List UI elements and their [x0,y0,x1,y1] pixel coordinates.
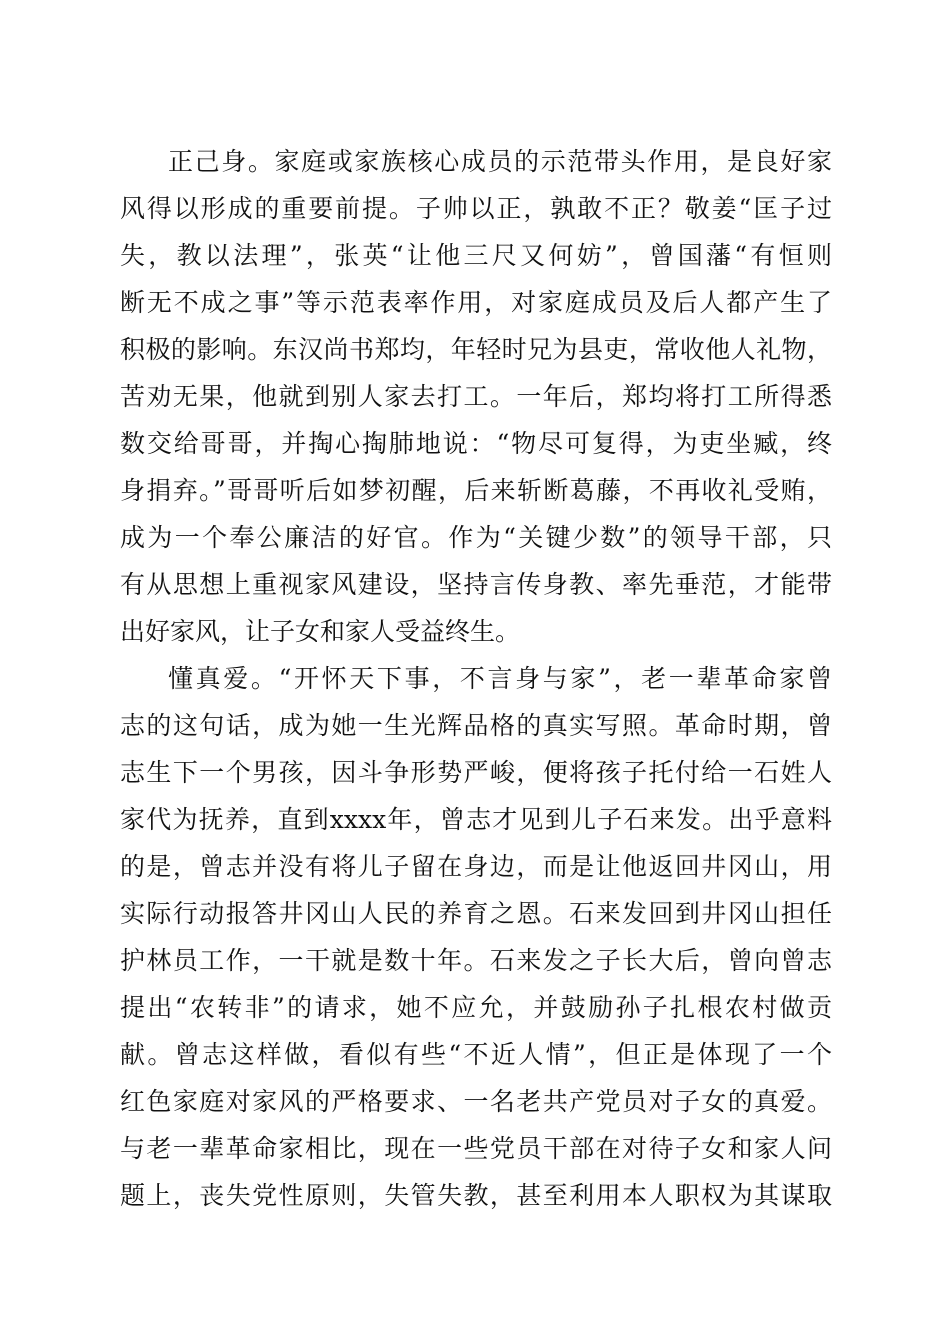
paragraph-line: 失，教以法理”，张英“让他三尺又何妨”，曾国藩“有恒则 [120,241,832,270]
paragraph-line: 护林员工作，一干就是数十年。石来发之子长大后，曾向曾志 [120,946,832,975]
paragraph-line: 与老一辈革命家相比，现在一些党员干部在对待子女和家人问 [120,1134,832,1163]
paragraph-line: 风得以形成的重要前提。子帅以正，孰敢不正？敬姜“匡子过 [120,194,832,223]
paragraph-line: 苦劝无果，他就到别人家去打工。一年后，郑均将打工所得悉 [120,382,832,411]
document-body [120,138,832,1219]
paragraph-line: 题上，丧失党性原则，失管失教，甚至利用本人职权为其谋取 [120,1181,832,1210]
paragraph-line: 的是，曾志并没有将儿子留在身边，而是让他返回井冈山，用 [120,852,832,881]
paragraph-line: 正己身。家庭或家族核心成员的示范带头作用，是良好家 [168,147,832,176]
paragraph-line: 成为一个奉公廉洁的好官。作为“关键少数”的领导干部，只 [120,523,832,552]
paragraph-line: 懂真爱。“开怀天下事，不言身与家”，老一辈革命家曾 [168,664,832,693]
paragraph-zheng-ji-shen [120,138,832,655]
paragraph-line: 出好家风，让子女和家人受益终生。 [120,617,521,646]
paragraph-line: 献。曾志这样做，看似有些“不近人情”，但正是体现了一个 [120,1040,832,1069]
paragraph-line: 数交给哥哥，并掏心掏肺地说：“物尽可复得，为吏坐臧，终 [120,429,832,458]
paragraph-line: 红色家庭对家风的严格要求、一名老共产党员对子女的真爱。 [120,1087,832,1116]
paragraph-line: 家代为抚养，直到xxxx年，曾志才见到儿子石来发。出乎意料 [120,805,832,834]
paragraph-line: 志的这句话，成为她一生光辉品格的真实写照。革命时期，曾 [120,711,832,740]
paragraph-line: 实际行动报答井冈山人民的养育之恩。石来发回到井冈山担任 [120,899,832,928]
paragraph-line: 有从思想上重视家风建设，坚持言传身教、率先垂范，才能带 [120,570,832,599]
paragraph-line: 积极的影响。东汉尚书郑均，年轻时兄为县吏，常收他人礼物， [120,335,832,364]
paragraph-line: 身捐弃。”哥哥听后如梦初醒，后来斩断葛藤，不再收礼受贿， [120,476,832,505]
paragraph-line: 断无不成之事”等示范表率作用，对家庭成员及后人都产生了 [120,288,832,317]
paragraph-dong-zhen-ai [120,655,832,1219]
paragraph-line: 提出“农转非”的请求，她不应允，并鼓励孙子扎根农村做贡 [120,993,832,1022]
paragraph-line: 志生下一个男孩，因斗争形势严峻，便将孩子托付给一石姓人 [120,758,832,787]
